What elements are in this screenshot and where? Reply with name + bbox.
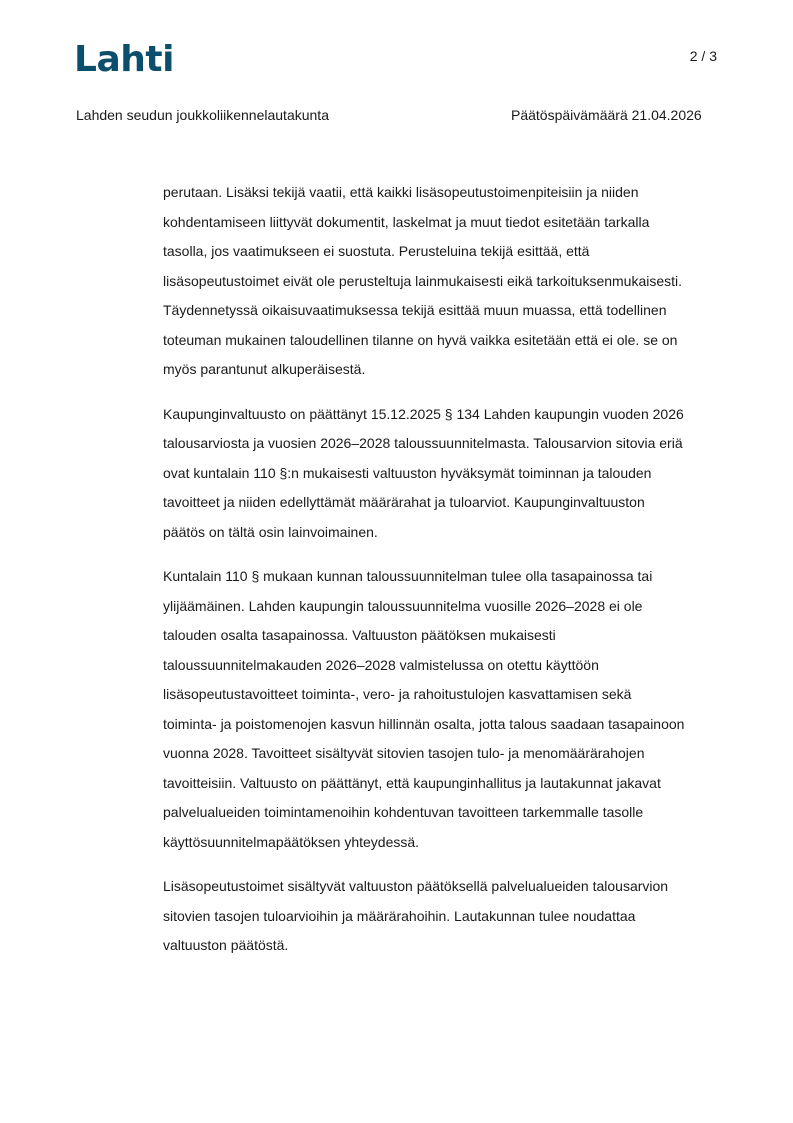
text-line: lisäsopeutustoimet eivät ole perusteltuja lainmukaisesti eikä tarkoituksenmukaisesti.: [163, 272, 683, 289]
text-line: ovat kuntalain 110 §:n mukaisesti valtuuston hyväksymät toiminnan ja talouden: [163, 464, 652, 481]
text-line: kohdentamiseen liittyvät dokumentit, laskelmat ja muut tiedot esitetään tarkalla: [163, 213, 650, 230]
text-line: tasolla, jos vaatimukseen ei suostuta. Perusteluina tekijä esittää, että: [163, 243, 590, 259]
text-line: toteuman mukainen taloudellinen tilanne on hyvä vaikka esitetään että ei ole. se on: [163, 331, 678, 348]
text-line: tavoitteisiin. Valtuusto on päättänyt, että kaupunginhallitus ja lautakunnat jakavat: [163, 774, 661, 791]
text-line: perutaan. Lisäksi tekijä vaatii, että kaikki lisäsopeutustoimenpiteisiin ja niiden: [163, 184, 639, 200]
text-line: valtuuston päätöstä.: [163, 937, 289, 953]
text-line: talouden osalta tasapainossa. Valtuuston päätöksen mukaisesti: [163, 627, 556, 643]
paragraph-3: [163, 562, 723, 857]
text-line: vuonna 2028. Tavoitteet sisältyvät sitovien tasojen tulo- ja menomäärärahojen: [163, 745, 645, 761]
text-line: Kuntalain 110 § mukaan kunnan taloussuunnitelman tulee olla tasapainossa tai: [163, 568, 653, 584]
text-line: päätös on tältä osin lainvoimainen.: [163, 523, 378, 540]
text-line: lisäsopeutustavoitteet toiminta-, vero- ja rahoitustulojen kasvattamisen sekä: [163, 686, 632, 702]
text-line: taloussuunnitelmakauden 2026–2028 valmistelussa on otettu käyttöön: [163, 656, 599, 673]
text-line: käyttösuunnitelmapäätöksen yhteydessä.: [163, 833, 420, 850]
decision-date: Päätöspäivämäärä 21.04.2026: [511, 107, 702, 123]
committee-name: Lahden seudun joukkoliikennelautakunta: [76, 107, 329, 123]
text-line: tavoitteet ja niiden edellyttämät määrärahat ja tuloarviot. Kaupunginvaltuuston: [163, 494, 645, 510]
text-line: ylijäämäinen. Lahden kaupungin taloussuunnitelma vuosille 2026–2028 ei ole: [163, 597, 643, 614]
document-body: [163, 178, 723, 976]
page-number: 2 / 3: [689, 48, 717, 64]
lahti-logo: Lahti: [74, 39, 174, 80]
text-line: toiminta- ja poistomenojen kasvun hillinnän osalta, jotta talous saadaan tasapainoon: [163, 715, 685, 732]
paragraph-1: [163, 178, 723, 385]
paragraph-2: [163, 400, 723, 548]
text-line: sitovien tasojen tuloarvioihin ja määrärahoihin. Lautakunnan tulee noudattaa: [163, 907, 636, 924]
text-line: Täydennetyssä oikaisuvaatimuksessa tekijä esittää muun muassa, että todellinen: [163, 302, 667, 318]
text-line: Lisäsopeutustoimet sisältyvät valtuuston päätöksellä palvelualueiden talousarvion: [163, 878, 669, 894]
text-line: palvelualueiden toimintamenoihin kohdentuvan tavoitteen tarkemmalle tasolle: [163, 804, 644, 820]
paragraph-4: [163, 872, 723, 961]
text-line: myös parantunut alkuperäisestä.: [163, 361, 366, 377]
text-line: Kaupunginvaltuusto on päättänyt 15.12.2025 § 134 Lahden kaupungin vuoden 2026: [163, 405, 684, 422]
text-line: talousarviosta ja vuosien 2026–2028 taloussuunnitelmasta. Talousarvion sitovia eriä: [163, 435, 683, 451]
